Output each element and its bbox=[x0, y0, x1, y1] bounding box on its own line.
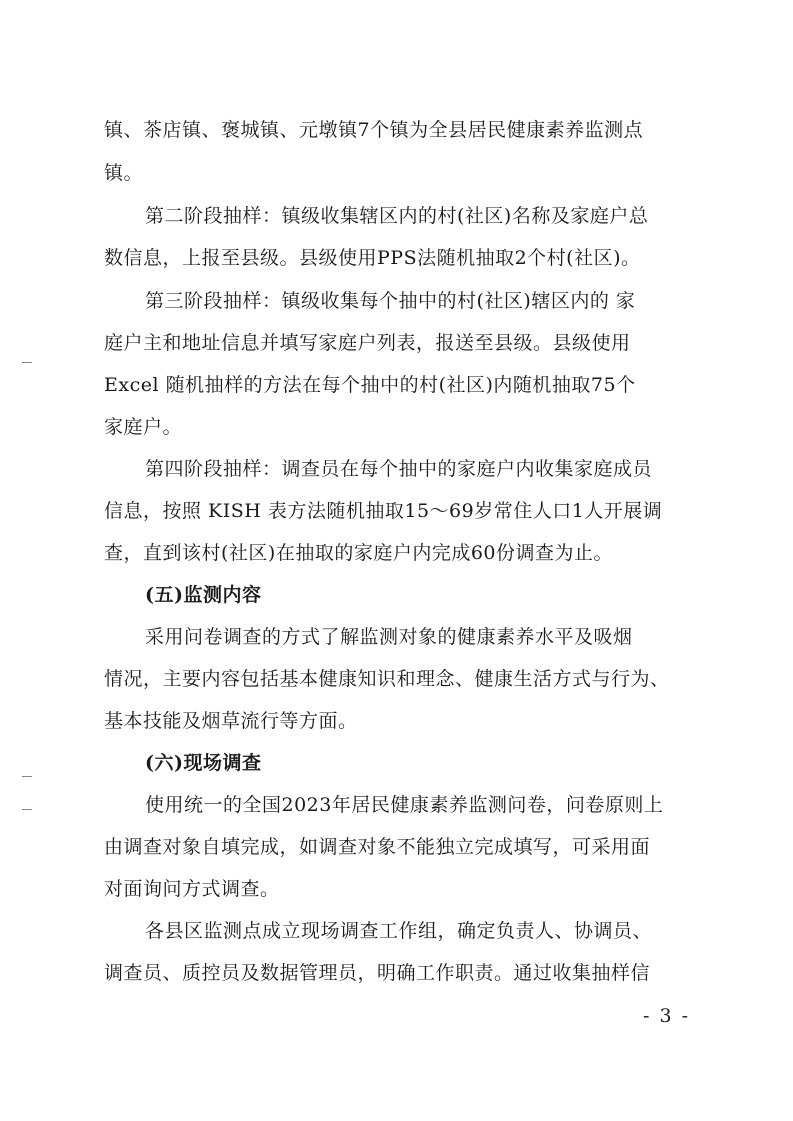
text-line: 使用统一的全国2023年居民健康素养监测问卷，问卷原则上 bbox=[145, 794, 664, 816]
margin-mark bbox=[22, 809, 32, 810]
text-line: 第三阶段抽样：镇级收集每个抽中的村(社区)辖区内的 家 bbox=[145, 290, 636, 312]
text-line: 基本技能及烟草流行等方面。 bbox=[104, 710, 358, 732]
margin-mark bbox=[22, 362, 32, 363]
text-line: 情况，主要内容包括基本健康知识和理念、健康生活方式与行为、 bbox=[104, 668, 670, 690]
text-line: 第二阶段抽样：镇级收集辖区内的村(社区)名称及家庭户总 bbox=[145, 205, 649, 227]
text-line: 对面询问方式调查。 bbox=[104, 878, 280, 900]
text-line: 调查员、质控员及数据管理员，明确工作职责。通过收集抽样信 bbox=[104, 962, 651, 984]
text-line: 镇、茶店镇、褒城镇、元墩镇7个镇为全县居民健康素养监测点 bbox=[104, 119, 644, 141]
text-line: 由调查对象自填完成，如调查对象不能独立完成填写，可采用面 bbox=[104, 836, 651, 858]
text-line: 家庭户。 bbox=[104, 416, 183, 438]
margin-mark bbox=[22, 776, 32, 777]
text-line: 庭户主和地址信息并填写家庭户列表，报送至县级。县级使用 bbox=[104, 332, 631, 354]
text-line: 第四阶段抽样：调查员在每个抽中的家庭户内收集家庭成员 bbox=[145, 458, 653, 480]
text-line: 查，直到该村(社区)在抽取的家庭户内完成60份调查为止。 bbox=[104, 542, 614, 564]
text-line: 信息，按照 KISH 表方法随机抽取15～69岁常住人口1人开展调 bbox=[104, 500, 663, 522]
text-line: 各县区监测点成立现场调查工作组，确定负责人、协调员、 bbox=[145, 920, 653, 942]
page-number: - 3 - bbox=[643, 1005, 691, 1027]
section-heading-monitoring-content: (五)监测内容 bbox=[145, 584, 262, 606]
text-line: 采用问卷调查的方式了解监测对象的健康素养水平及吸烟 bbox=[145, 626, 633, 648]
text-line: 数信息，上报至县级。县级使用PPS法随机抽取2个村(社区)。 bbox=[104, 247, 641, 269]
text-line: Excel 随机抽样的方法在每个抽中的村(社区)内随机抽取75个 bbox=[104, 374, 636, 396]
text-line: 镇。 bbox=[104, 162, 144, 184]
section-heading-field-survey: (六)现场调查 bbox=[145, 752, 262, 774]
